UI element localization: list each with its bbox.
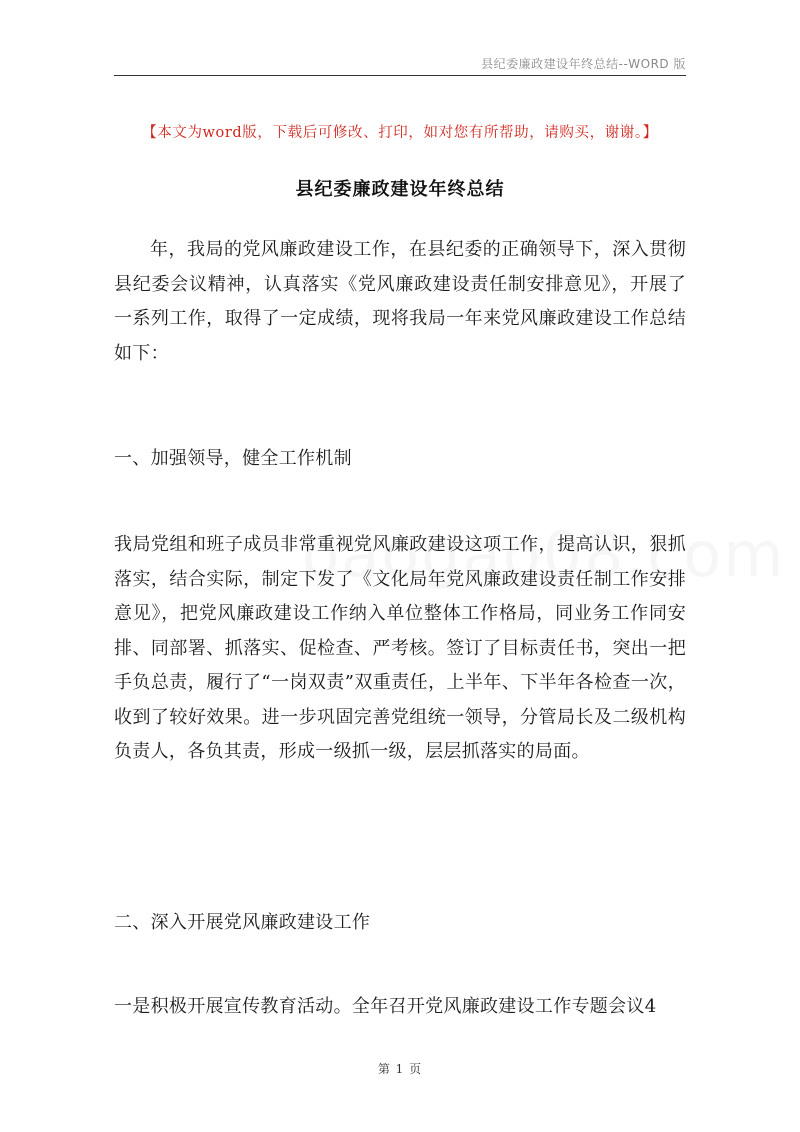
header-divider bbox=[114, 75, 686, 76]
section-1-body: 我局党组和班子成员非常重视党风廉政建设这项工作，提高认识，狠抓落实，结合实际，制定下发了《文化局年党风廉政建设责任制工作安排意见》，把党风廉政建设工作纳入单位整体工作格局，同业务工作同安排、同部署、抓落实、促检查、严考核。签订了目标责任书，突出一把手负总责，履行了“一岗双责”双重责任，上半年、下半年各检查一次，收到了较好效果。进一步巩固完善党组统一领导，分管局长及二级机构负责人，各负其责，形成一级抓一级，层层抓落实的局面。 bbox=[114, 534, 686, 762]
section-1-heading: 一、加强领导，健全工作机制 bbox=[114, 448, 352, 469]
page-number: 第 1 页 bbox=[377, 1062, 423, 1076]
document-title: 县纪委廉政建设年终总结 bbox=[295, 179, 505, 200]
section-2-body: 一是积极开展宣传教育活动。全年召开党风廉政建设工作专题会议4 bbox=[114, 996, 657, 1017]
running-header: 县纪委廉政建设年终总结--WORD 版 bbox=[481, 57, 686, 71]
purchase-notice: 【本文为word版，下载后可修改、打印，如对您有所帮助，请购买，谢谢。】 bbox=[142, 125, 658, 141]
intro-paragraph: 年，我局的党风廉政建设工作，在县纪委的正确领导下，深入贯彻县纪委会议精神，认真落实《党风廉政建设责任制安排意见》，开展了一系列工作，取得了一定成绩，现将我局一年来党风廉政建设工作总结如下： bbox=[114, 239, 686, 364]
section-2-heading: 二、深入开展党风廉政建设工作 bbox=[114, 912, 371, 933]
